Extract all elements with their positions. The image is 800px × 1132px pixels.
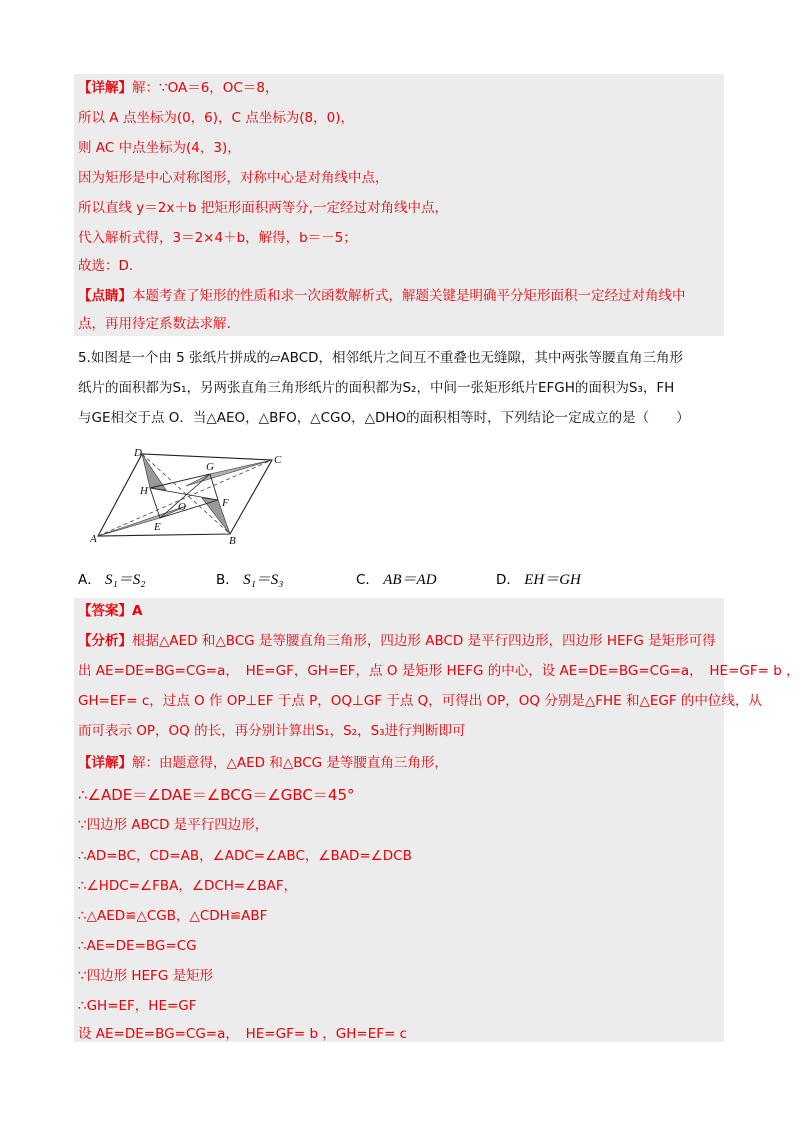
prev-detail-line-1: [78, 78, 278, 98]
detail-text-1: 解：由题意得，△AED 和△BCG 是等腰直角三角形，: [132, 755, 448, 771]
prev-detail-line-2: 所以 A 点坐标为(0，6)，C 点坐标为(8，0)，: [78, 110, 354, 126]
detail-line-4: ∴AD=BC，CD=AB，∠ADC=∠ABC，∠BAD=∠DCB: [78, 848, 412, 864]
detail-line-7: ∴AE=DE=BG=CG: [78, 938, 197, 954]
detail-line-2: ∴∠ADE＝∠DAE＝∠BCG＝∠GBC＝45°: [78, 786, 355, 804]
label-a: A: [90, 533, 97, 545]
detail-line-6: ∴△AED≌△CGB，△CDH≌ABF: [78, 908, 268, 924]
detail-tag: 【详解】: [78, 80, 132, 96]
prev-detail-line-7: 故选：D.: [78, 258, 134, 274]
option-c-letter: C．: [356, 572, 379, 588]
detail-line-8: ∵四边形 HEFG 是矩形: [78, 968, 214, 984]
label-e: E: [154, 521, 161, 533]
question-line-1: 5.如图是一个由 5 张纸片拼成的▱ABCD，相邻纸片之间互不重叠也无缝隙，其中两张等腰直角三角形: [78, 350, 684, 366]
prev-detail-line-3: 则 AC 中点坐标为(4，3)，: [78, 140, 241, 156]
option-a-letter: A．: [78, 572, 101, 588]
prev-detail-line-6: 代入解析式得，3＝2×4＋b，解得，b＝－5；: [78, 230, 357, 246]
diagonal-ac: [98, 460, 272, 536]
analysis-line-1: [78, 631, 716, 651]
detail-line-5: ∴∠HDC=∠FBA，∠DCH=∠BAF，: [78, 878, 298, 894]
analysis-line-2: 出 AE=DE=BG=CG=a， HE=GF，GH=EF，点 O 是矩形 HEFG 的中心，设 AE=DE=BG=CG=a， HE=GF= b ，: [78, 663, 800, 679]
answer-detail-tag: 【详解】: [78, 755, 132, 771]
answer-line: 【答案】A: [78, 603, 143, 619]
option-c-text: AB＝AD: [383, 572, 437, 588]
label-b: B: [229, 535, 236, 547]
comment-tag: 【点睛】: [78, 288, 132, 304]
detail-line-3: ∵四边形 ABCD 是平行四边形，: [78, 817, 269, 833]
analysis-tag: 【分析】: [78, 633, 132, 649]
option-d: [496, 570, 581, 590]
label-f: F: [222, 497, 229, 509]
detail-line-10: 设 AE=DE=BG=CG=a， HE=GF= b ，GH=EF= c: [78, 1026, 408, 1042]
analysis-text-1: 根据△AED 和△BCG 是等腰直角三角形，四边形 ABCD 是平行四边形，四边形 HEFG 是矩形可得: [132, 633, 716, 649]
prev-comment-line-2: 点，再用待定系数法求解.: [78, 316, 231, 332]
analysis-line-3: GH=EF= c，过点 O 作 OP⊥EF 于点 P，OQ⊥GF 于点 Q，可得出 OP，OQ 分别是△FHE 和△EGF 的中位线，从: [78, 693, 762, 709]
option-d-text: EH＝GH: [524, 572, 581, 588]
prev-comment-text-1: 本题考查了矩形的性质和求一次函数解析式，解题关键是明确平分矩形面积一定经过对角线中: [132, 288, 686, 304]
label-c: C: [274, 454, 282, 466]
option-c: [356, 570, 437, 590]
option-a: [78, 570, 145, 590]
question-line-2: 纸片的面积都为S₁，另两张直角三角形纸片的面积都为S₂，中间一张矩形纸片EFGH的面积为S₃，FH: [78, 380, 675, 396]
option-a-text: S₁＝S₂: [105, 572, 146, 588]
option-d-letter: D．: [496, 572, 520, 588]
analysis-line-4: 而可表示 OP，OQ 的长，再分别计算出S₁，S₂，S₃进行判断即可: [78, 723, 466, 739]
label-d: D: [134, 448, 142, 459]
option-b: [216, 570, 284, 590]
detail-line-9: ∴GH=EF，HE=GF: [78, 998, 197, 1014]
prev-detail-line-5: 所以直线 y＝2x＋b 把矩形面积两等分,一定经过对角线中点，: [78, 200, 449, 216]
prev-comment-line-1: [78, 286, 686, 306]
question-line-3: 与GE相交于点 O．当△AEO，△BFO，△CGO，△DHO的面积相等时，下列结论一定成立的是（ ）: [78, 410, 690, 426]
option-b-letter: B．: [216, 572, 239, 588]
parallelogram-figure: [90, 448, 290, 548]
prev-detail-text-1: 解：∵OA＝6，OC＝8，: [132, 80, 279, 96]
detail-line-1: [78, 753, 448, 773]
label-g: G: [206, 461, 214, 473]
label-o: O: [178, 501, 186, 513]
option-b-text: S₁＝S₃: [243, 572, 284, 588]
label-h: H: [140, 485, 148, 497]
prev-detail-line-4: 因为矩形是中心对称图形，对称中心是对角线中点，: [78, 170, 389, 186]
